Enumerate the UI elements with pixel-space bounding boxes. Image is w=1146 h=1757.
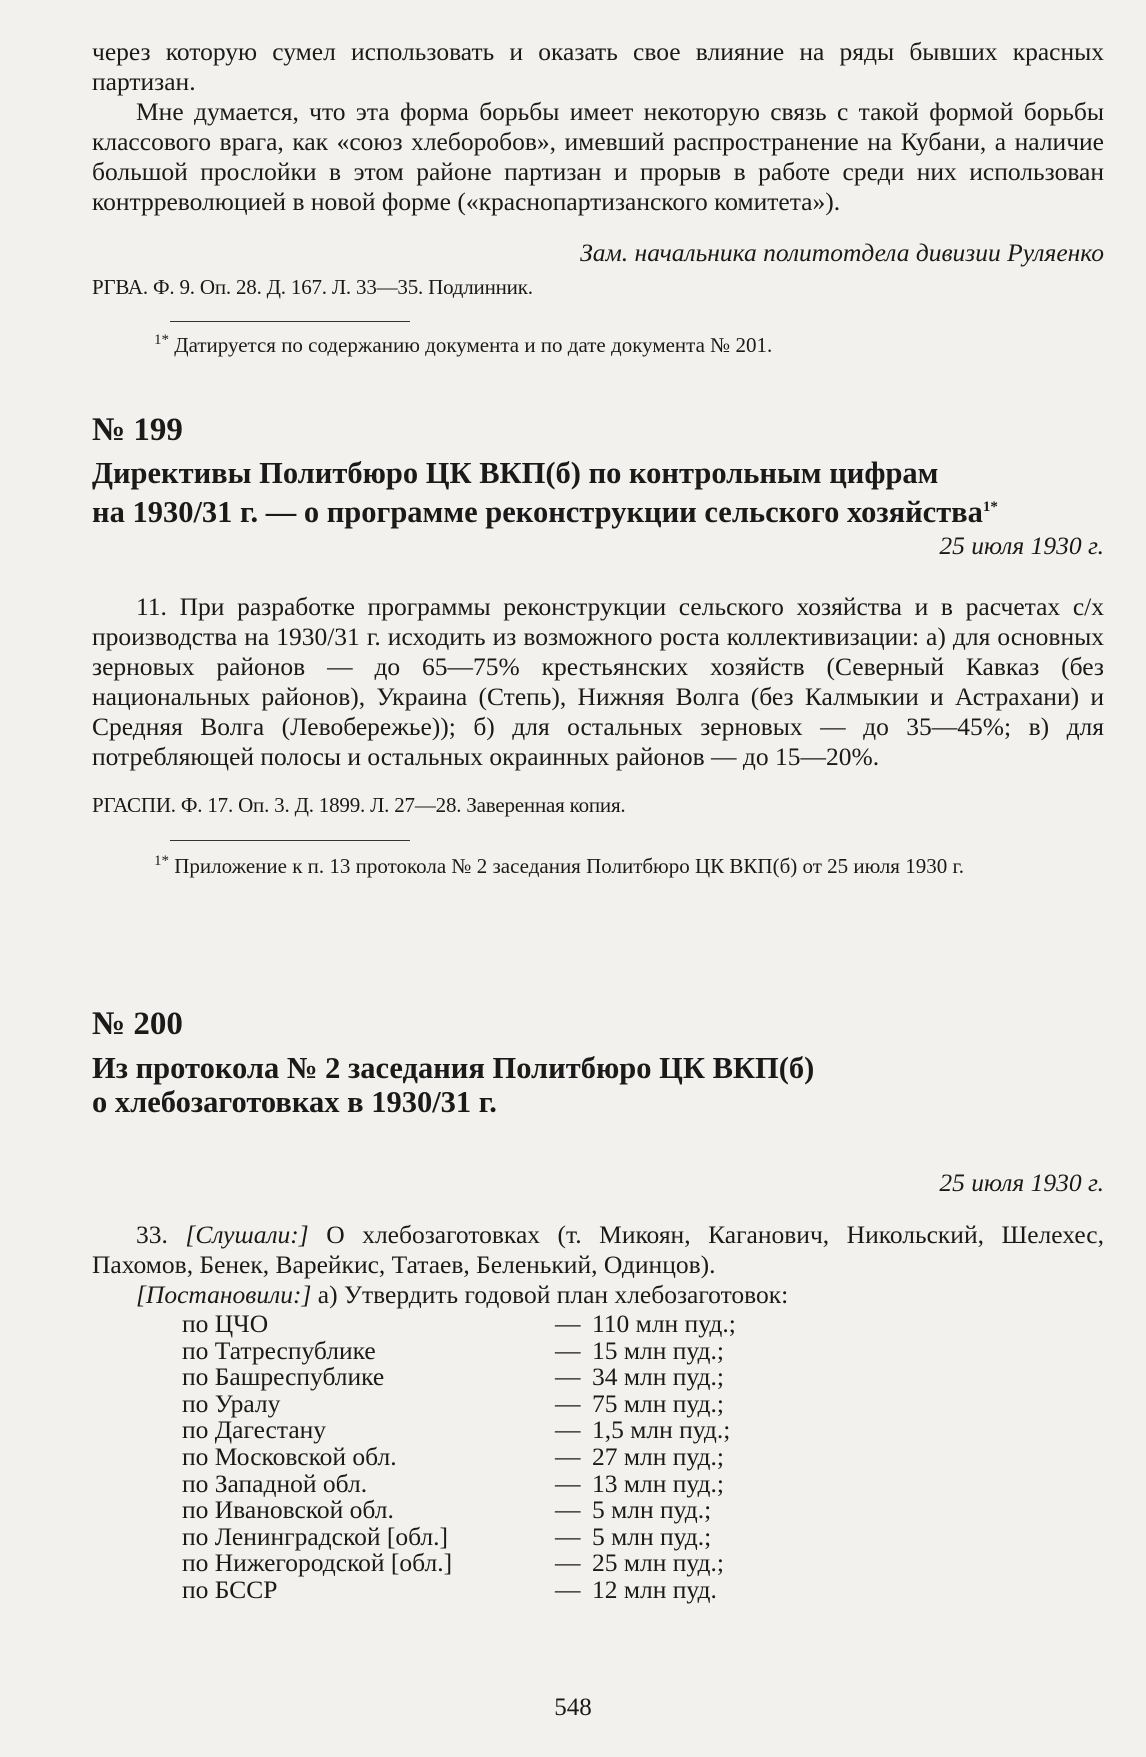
footnote [154, 327, 1104, 358]
region-name: по Московской обл. [182, 1441, 397, 1471]
region-name: по Ивановской обл. [182, 1495, 394, 1525]
dash: — [555, 1415, 581, 1445]
amount: 25 млн пуд.; [592, 1548, 724, 1578]
region-name: по БССР [182, 1574, 278, 1604]
resolved-label: [Постановили:] [136, 1280, 312, 1309]
dash: — [555, 1441, 581, 1471]
allocation-row [182, 1311, 742, 1338]
allocation-row [182, 1468, 742, 1498]
amount: 12 млн пуд. [592, 1574, 717, 1604]
allocation-row [182, 1550, 742, 1577]
allocation-row [182, 1417, 742, 1444]
archive-source: РГВА. Ф. 9. Оп. 28. Д. 167. Л. 33—35. Подлинник. [92, 275, 533, 299]
heard-paragraph [92, 1220, 1104, 1280]
heard-label: [Слушали:] [185, 1220, 309, 1249]
dash: — [555, 1574, 581, 1604]
dash: — [555, 1335, 581, 1365]
document-number: № 200 [92, 1006, 183, 1042]
allocation-row [182, 1521, 742, 1551]
region-name: по Ленинградской [обл.] [182, 1521, 449, 1551]
amount: 5 млн пуд.; [592, 1495, 712, 1525]
footnote [92, 848, 1104, 879]
paragraph: 11. При разработке программы реконструкции сельского хозяйства и в расчетах с/х производства на 1930/31 г. исходить из возможного роста коллективизации: а) для основных зерновых районов — до 65—75% крестьянских хозяйств (Северный Кавказ (без национальных районов), Украина (Степь), Нижняя Волга (без Калмыкии и Астрахани) и Средняя Волга (Левобережье)); б) для остальных зерновых — до 35—45%; в) для потребляющей полосы и остальных окраинных районов — до 15—20%. [92, 592, 1104, 771]
footnote-rule [170, 321, 410, 322]
dash: — [555, 1495, 581, 1525]
amount: 5 млн пуд.; [592, 1521, 712, 1551]
footnote-mark: 1* [154, 332, 169, 348]
title-line: о хлебозаготовках в 1930/31 г. [92, 1085, 497, 1119]
amount: 15 млн пуд.; [592, 1335, 724, 1365]
paragraph: Мне думается, что эта форма борьбы имеет некоторую связь с такой формой борьбы классового врага, как «союз хлеборобов», имевший распространение на Кубани, а наличие большой прослойки в этом районе партизан и прорыв в работе среди них использован контрреволюцией в новой форме («краснопартизанского комитета»). [92, 97, 1104, 216]
title-line: Директивы Политбюро ЦК ВКП(б) по контрольным цифрам [92, 456, 939, 490]
region-name: по Дагестану [182, 1415, 327, 1445]
document-date: 25 июля 1930 г. [939, 1168, 1104, 1197]
resolved-paragraph [92, 1280, 1104, 1310]
footnote-rule [170, 840, 410, 841]
dash: — [555, 1362, 581, 1392]
document-title [92, 456, 1104, 529]
title-footnote-mark: 1* [982, 499, 998, 515]
item-number: 33. [136, 1220, 186, 1249]
heard-text: О хлебозаготовках (т. Микоян, Каганович, Никольский, Шелехес, Пахомов, Бенек, Варейкис, Татаев, Беленький, Одинцов). [92, 1220, 1104, 1279]
region-name: по ЦЧО [182, 1309, 269, 1338]
region-name: по Западной обл. [182, 1468, 368, 1498]
region-name: по Нижегородской [обл.] [182, 1548, 453, 1578]
title-line [92, 490, 1104, 529]
region-name: по Татреспублике [182, 1335, 376, 1365]
allocation-list [182, 1311, 742, 1604]
document-title [92, 1051, 1104, 1119]
region-name: по Уралу [182, 1388, 281, 1418]
footnote-text: Приложение к п. 13 протокола № 2 заседания Политбюро ЦК ВКП(б) от 25 июля 1930 г. [169, 854, 964, 878]
footnote-text: Датируется по содержанию документа и по дате документа № 201. [169, 333, 773, 357]
allocation-row [182, 1335, 742, 1365]
dash: — [555, 1468, 581, 1498]
signature: Зам. начальника политотдела дивизии Руляенко [580, 238, 1104, 267]
dash: — [555, 1388, 581, 1418]
dash: — [555, 1548, 581, 1578]
allocation-row [182, 1388, 742, 1418]
amount: 110 млн пуд.; [592, 1309, 736, 1338]
archive-source: РГАСПИ. Ф. 17. Оп. 3. Д. 1899. Л. 27—28. Заверенная копия. [92, 793, 626, 817]
document-body [92, 1220, 1104, 1310]
dash: — [555, 1521, 581, 1551]
footnote-mark: 1* [154, 853, 169, 869]
amount: 1,5 млн пуд.; [592, 1415, 731, 1445]
page-number: 548 [554, 1694, 592, 1721]
amount: 27 млн пуд.; [592, 1441, 724, 1471]
allocation-row [182, 1441, 742, 1471]
document-date: 25 июля 1930 г. [939, 531, 1104, 560]
continuation-block [92, 37, 1104, 217]
amount: 34 млн пуд.; [592, 1362, 724, 1392]
title-line: Из протокола № 2 заседания Политбюро ЦК ВКП(б) [92, 1051, 815, 1085]
document-number: № 199 [92, 412, 183, 448]
allocation-row [182, 1364, 742, 1391]
allocation-row [182, 1574, 742, 1604]
dash: — [555, 1309, 581, 1338]
allocation-row [182, 1497, 742, 1524]
title-text: на 1930/31 г. — о программе реконструкции сельского хозяйства [92, 495, 983, 530]
document-body [92, 592, 1104, 772]
region-name: по Башреспублике [182, 1362, 385, 1392]
amount: 13 млн пуд.; [592, 1468, 724, 1498]
resolved-text: а) Утвердить годовой план хлебозаготовок: [311, 1280, 789, 1309]
paragraph: через которую сумел использовать и оказать свое влияние на ряды бывших красных партизан. [92, 37, 1104, 96]
amount: 75 млн пуд.; [592, 1388, 724, 1418]
